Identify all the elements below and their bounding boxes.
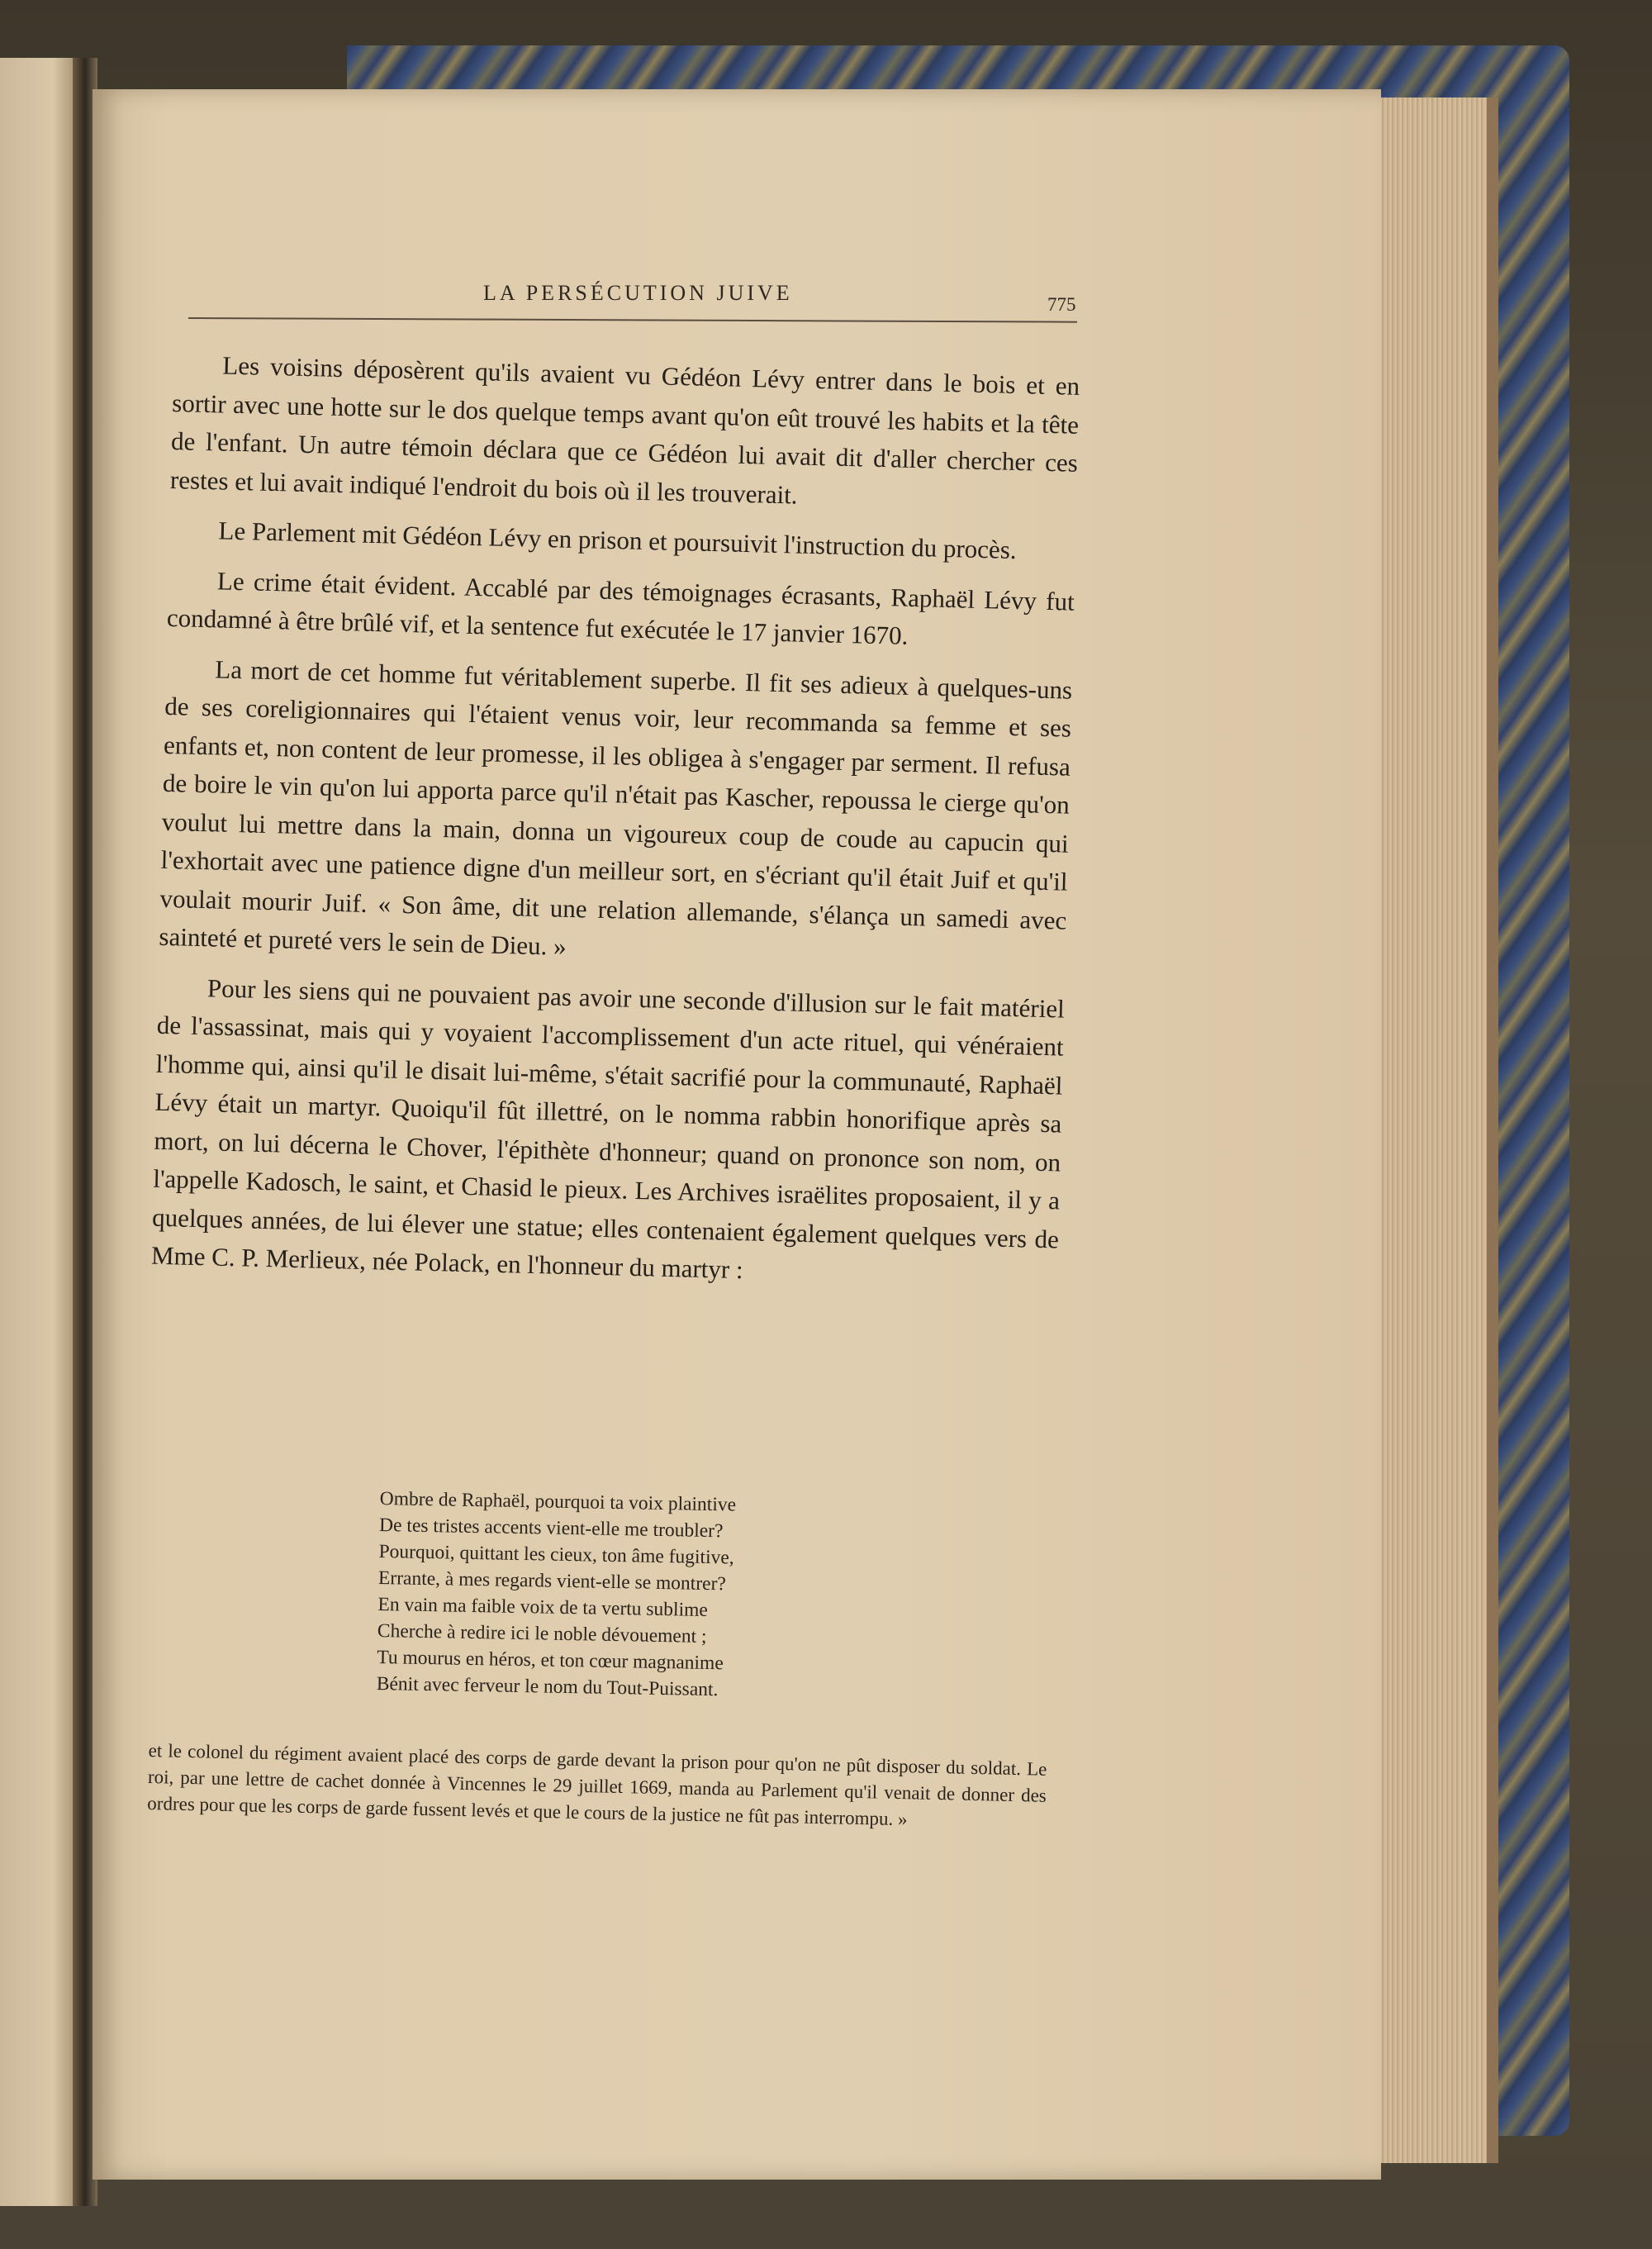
poem-line: Cherche à redire ici le noble dévouement ; xyxy=(377,1619,707,1648)
paragraph: Le Parlement mit Gédéon Lévy en prison et poursuivit l'instruction du procès. xyxy=(218,516,1018,565)
facing-page-edge xyxy=(0,58,76,2206)
poem-line: De tes tristes accents vient-elle me troubler? xyxy=(378,1514,724,1543)
poem-line: En vain ma faible voix de ta vertu sublime xyxy=(377,1593,709,1621)
poem-line: Bénit avec ferveur le nom du Tout-Puissant. xyxy=(376,1672,719,1701)
page-block-shadow xyxy=(1487,97,1498,2163)
paragraph: Le crime était évident. Accablé par des témoignages écrasants, Raphaël Lévy fut condamné à être brûlé vif, et la sentence fut exécutée le 17 janvier 1670. xyxy=(166,565,1075,650)
poem-line: Pourquoi, quittant les cieux, ton âme fugitive, xyxy=(378,1540,734,1569)
page-block-edges xyxy=(1378,97,1495,2163)
poem-line: Errante, à mes regards vient-elle se montrer? xyxy=(377,1567,727,1595)
poem xyxy=(377,1486,876,1705)
footnote: et le colonel du régiment avaient placé des corps de garde devant la prison pour qu'on ne pût disposer du soldat. Le roi, par une lettre de cachet donnée à Vincennes le 29 juillet 1669, manda au Parlement qu'il venait de donner des ordres pour que les corps de garde fussent levés et que le cours de la justice ne fût pas interrompu. » xyxy=(147,1739,1047,1830)
poem-line: Ombre de Raphaël, pourquoi ta voix plaintive xyxy=(379,1487,737,1516)
poem-line: Tu mourus en héros, et ton cœur magnanime xyxy=(377,1646,724,1675)
running-head: LA PERSÉCUTION JUIVE xyxy=(483,281,793,305)
paragraph: Les voisins déposèrent qu'ils avaient vu Gédéon Lévy entrer dans le bois et en sortir avec une hotte sur le dos quelque temps avant qu'on eût trouvé les habits et la tête de l'enfant. Un autre témoin déclara que ce Gédéon lui avait dit d'aller chercher ces restes et lui avait indiqué l'endroit du bois où il les trouverait. xyxy=(169,350,1080,510)
page-number: 775 xyxy=(1047,294,1076,315)
body-text xyxy=(150,345,1080,1309)
paragraph: Pour les siens qui ne pouvaient pas avoir une seconde d'illusion sur le fait matériel de l'assassinat, mais qui y voyaient l'accomplissement d'un acte rituel, qui vénéraient l'homme qui, ainsi qu'il le disait lui-même, s'était sacrifié pour la communauté, Raphaël Lévy était un martyr. Quoiqu'il fût illettré, on le nomma rabbin honorifique après sa mort, on lui décerna le Chover, l'épithète d'honneur; quand on prononce son nom, on l'appelle Kadosch, le saint, et Chasid le pieux. Les Archives israëlites proposaient, il y a quelques années, de lui élever une statue; elles contenaient également quelques vers de Mme C. P. Merlieux, née Polack, en l'honneur du martyr : xyxy=(150,972,1066,1285)
paragraph: La mort de cet homme fut véritablement superbe. Il fit ses adieux à quelques-uns de ses coreligionnaires qui l'étaient venus voir, leur recommanda sa femme et ses enfants et, non content de leur promesse, il les obligea à s'engager par serment. Il refusa de boire le vin qu'on lui apporta parce qu'il n'était pas Kascher, repoussa le cierge qu'on voulut lui mettre dans la main, donna un vigoureux coup de coude au capucin qui l'exhortait avec une patience digne d'un meilleur sort, en s'écriant qu'il était Juif et qu'il voulait mourir Juif. « Son âme, dit une relation allemande, s'élança un samedi avec sainteté et pureté vers le sein de Dieu. » xyxy=(159,654,1073,961)
